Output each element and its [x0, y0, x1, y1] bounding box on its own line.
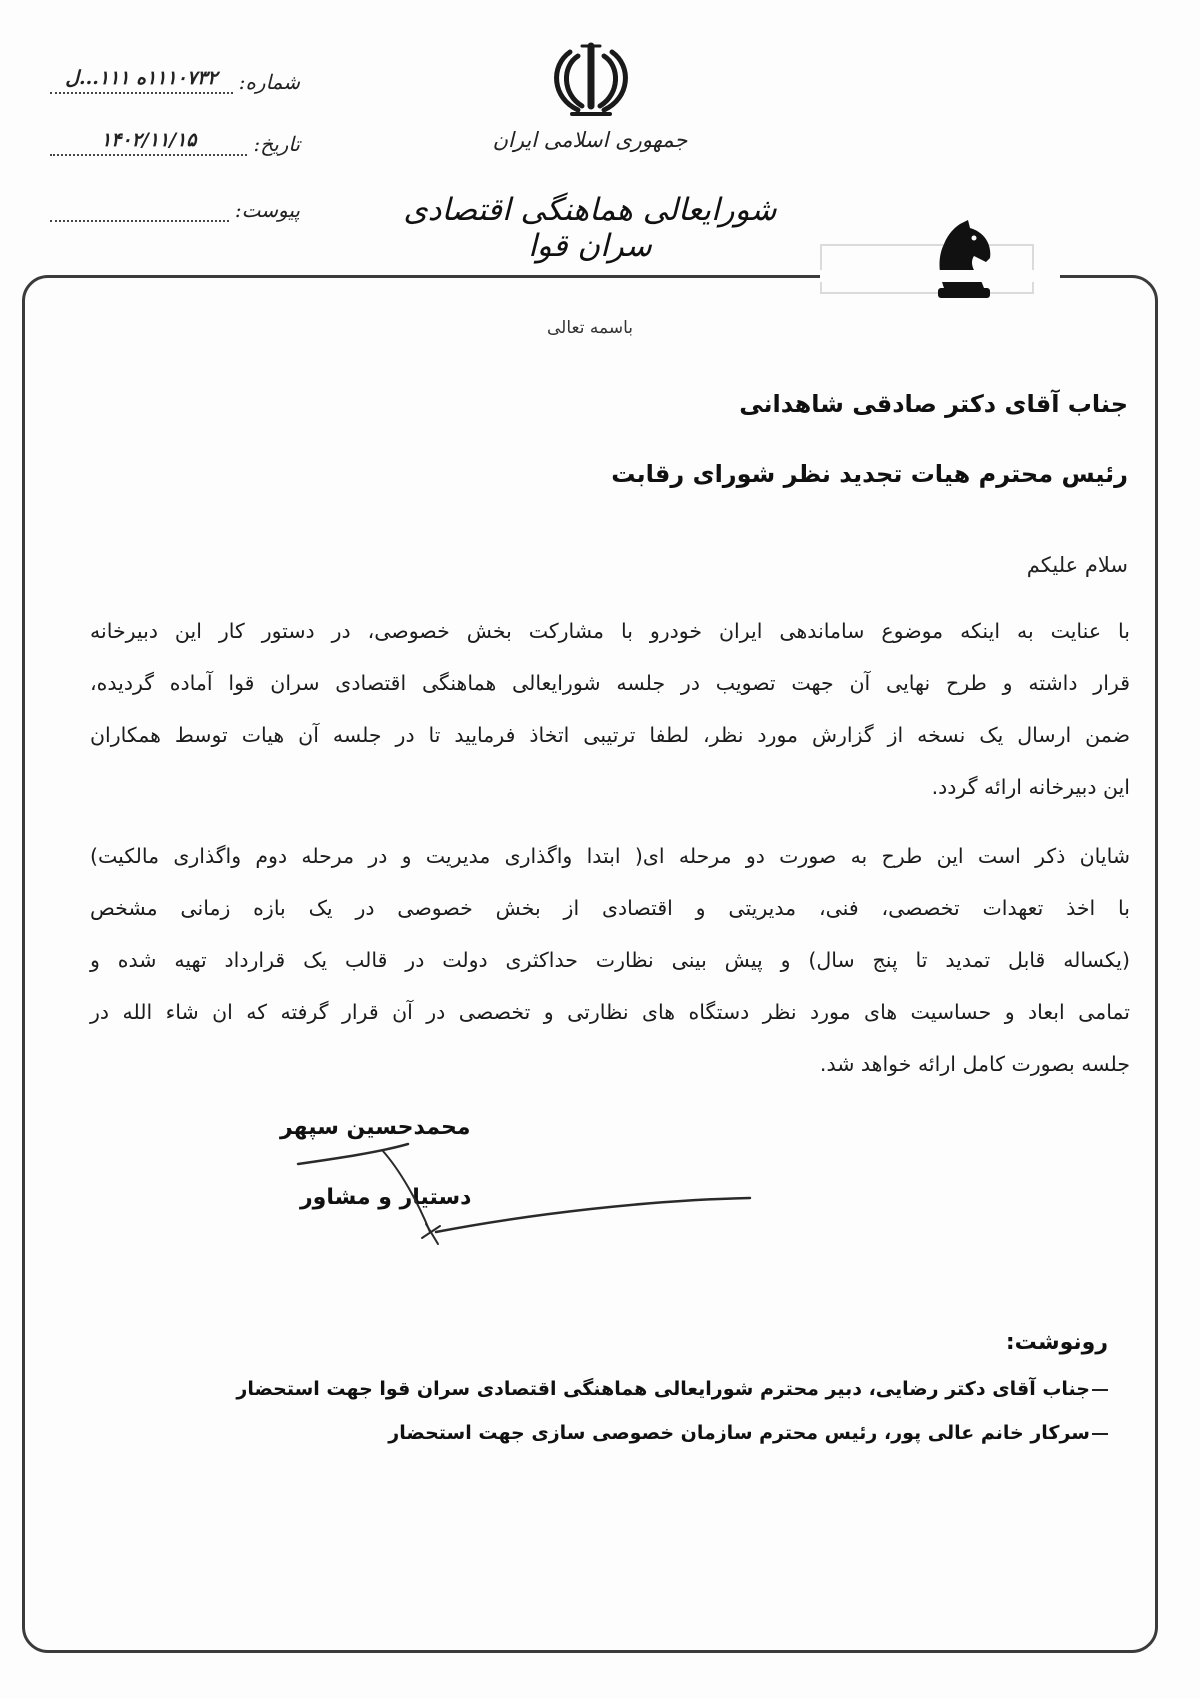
- country-name: جمهوری اسلامی ایران: [492, 128, 688, 152]
- council-name: شورایعالی هماهنگی اقتصادی سران قوا: [403, 192, 777, 264]
- cc-item-text: جناب آقای دکتر رضایی، دبیر محترم شورایعالی هماهنگی اقتصادی سران قوا جهت استحضار: [236, 1378, 1090, 1400]
- letter-attachment-label: پیوست:: [234, 198, 300, 222]
- paragraph-line: این دبیرخانه ارائه گردد.: [931, 775, 1130, 799]
- paragraph-line: شایان ذکر است این طرح به صورت دو مرحله ای( ابتدا واگذاری مدیریت و در مرحله دوم واگذاری مالکیت): [90, 844, 1130, 868]
- frame-logo-gap: [820, 270, 1060, 282]
- paragraph-line: با عنایت به اینکه موضوع ساماندهی ایران خودرو با مشارکت بخش خصوصی، در دستور کار این دبیرخانه: [90, 619, 1130, 643]
- paragraph-line: جلسه بصورت کامل ارائه خواهد شد.: [819, 1052, 1130, 1076]
- cc-item-text: سرکار خانم عالی پور، رئیس محترم سازمان خصوصی سازی جهت استحضار: [388, 1422, 1090, 1444]
- cc-title: رونوشت:: [1005, 1330, 1108, 1355]
- iran-emblem-icon: [548, 36, 634, 122]
- letter-attachment-row: [50, 186, 300, 222]
- letter-date-row: [50, 120, 300, 156]
- paragraph-line: (یکساله قابل تمدید تا پنج سال) و پیش بینی نظارت حداکثری دولت در قالب یک قرارداد تهیه شده و: [90, 948, 1130, 972]
- handwritten-signature: [290, 1140, 770, 1260]
- letter-number-value: ۱۱۱۰۷۳۲ه ۱۱۱...ل: [50, 64, 233, 94]
- cc-item: [388, 1422, 1108, 1444]
- signatory-name: محمدحسین سپهر: [280, 1115, 471, 1140]
- greeting: سلام علیکم: [1026, 553, 1128, 577]
- paragraph-line: قرار داشته و طرح نهایی آن جهت تصویب در جلسه شورایعالی هماهنگی اقتصادی سران قوا آماده گردیده،: [90, 671, 1130, 695]
- letter-number-label: شماره:: [238, 70, 300, 94]
- paragraph-line: ضمن ارسال یک نسخه از گزارش مورد نظر، لطفا ترتیبی اتخاذ فرمایید تا در جلسه آن هیات توسط همکاران: [90, 723, 1130, 747]
- addressee-title: رئیس محترم هیات تجدید نظر شورای رقابت: [611, 460, 1128, 488]
- paragraph-line: تمامی ابعاد و حساسیت های مورد نظر دستگاه های نظارتی و تخصصی در آن قرار گرفته که ان شاء الله در: [90, 1000, 1130, 1024]
- cc-item: [236, 1378, 1108, 1400]
- letter-number-row: [50, 58, 300, 94]
- invocation: باسمه تعالی: [547, 318, 633, 338]
- paragraph-2: [90, 830, 1130, 1090]
- letter-date-value: ۱۴۰۲/۱۱/۱۵: [50, 126, 247, 156]
- letter-date-label: تاریخ:: [253, 132, 300, 156]
- signatory-title: دستیار و مشاور: [300, 1185, 472, 1210]
- cc-dash: [1092, 1389, 1108, 1391]
- letter-attachment-value: [50, 220, 229, 222]
- cc-dash: [1092, 1433, 1108, 1435]
- paragraph-line: با اخذ تعهدات تخصصی، فنی، مدیریتی و اقتصادی از بخش خصوصی در یک بازه زمانی مشخص: [90, 896, 1130, 920]
- paragraph-1: [90, 605, 1130, 813]
- addressee-name: جناب آقای دکتر صادقی شاهدانی: [739, 390, 1128, 418]
